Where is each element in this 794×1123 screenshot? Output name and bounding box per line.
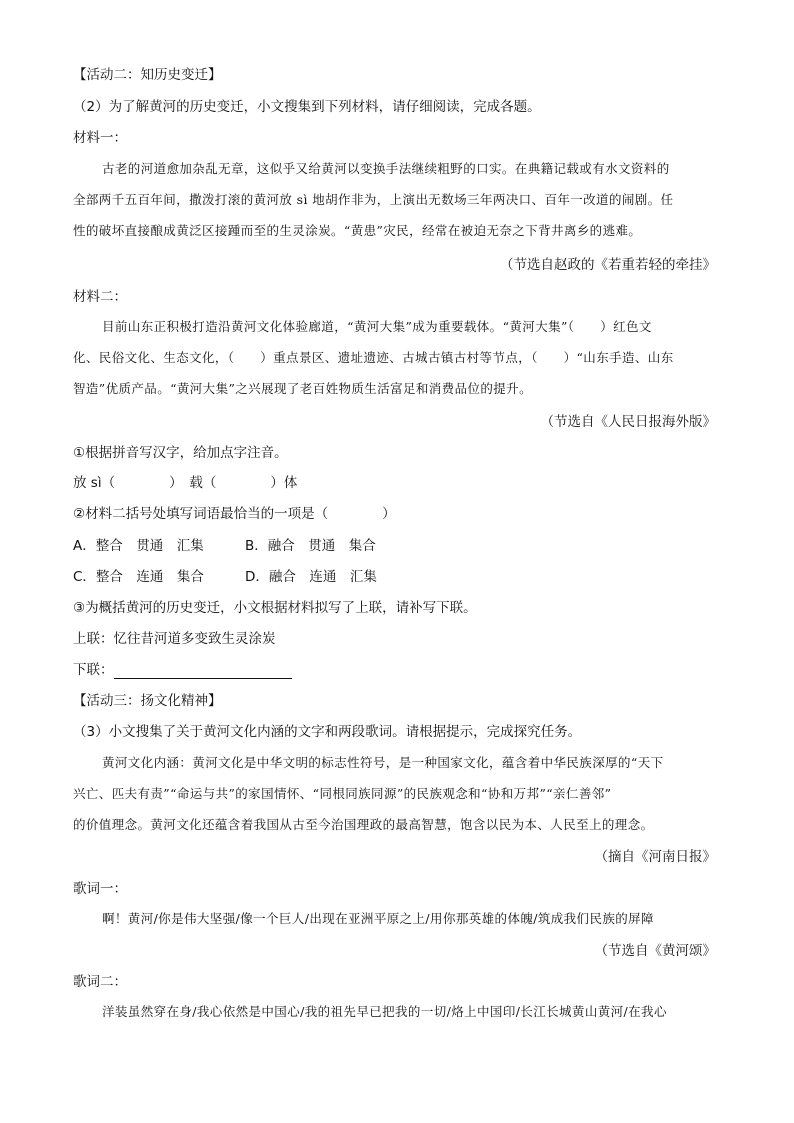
material1-line: 性的破坏直接酿成黄泛区接踵而至的生灵涂炭。“黄患”灾民，经常在被迫无奈之下背井离乡的逃难。 bbox=[73, 223, 642, 238]
lyric2-label: 歌词二： bbox=[73, 974, 127, 990]
couplet-upper: 上联：忆往昔河道多变致生灵涂炭 bbox=[73, 631, 276, 647]
task-1-blanks: 放 sì（ ） 载（ ）体 bbox=[73, 475, 298, 491]
material2-line: 化、民俗文化、生态文化，（ ）重点景区、遗址遗迹、古城古镇古村等节点，（ ）“山东手造、山东 bbox=[73, 350, 674, 365]
culture-source: （摘自《河南日报》 bbox=[594, 849, 716, 865]
material1-source: （节选自赵政的《若重若轻的牵挂》 bbox=[500, 257, 716, 273]
material1-line: 全部两千五百年间，撒泼打滚的黄河放 sì 地胡作非为，上演出无数场三年两决口、百年一改道的闹剧。任 bbox=[73, 192, 674, 207]
lyric1-source: （节选自《黄河颂》 bbox=[594, 943, 716, 959]
activity3-heading: 【活动三：扬文化精神】 bbox=[73, 693, 222, 709]
material2-line: 智造”优质产品。“黄河大集”之兴展现了老百姓物质生活富足和消费品位的提升。 bbox=[73, 381, 532, 396]
culture-line: 黄河文化内涵：黄河文化是中华文明的标志性符号，是一种国家文化，蕴含着中华民族深厚的“天下 bbox=[102, 755, 664, 770]
material1-label: 材料一： bbox=[73, 130, 127, 146]
culture-line: 的价值理念。黄河文化还蕴含着我国从古至今治国理政的最高智慧，饱含以民为本、人民至上的理念。 bbox=[73, 817, 654, 832]
material2-label: 材料二： bbox=[73, 289, 127, 305]
couplet-lower-row bbox=[73, 661, 292, 679]
option-c: C．整合 连通 集合 bbox=[73, 569, 204, 585]
option-b: B．融合 贯通 集合 bbox=[245, 538, 376, 554]
lyric2-text: 洋装虽然穿在身/我心依然是中国心/我的祖先早已把我的一切/烙上中国印/长江长城黄山黄河/在我心 bbox=[102, 1004, 667, 1019]
task-2: ②材料二括号处填写词语最恰当的一项是（ ） bbox=[73, 506, 396, 522]
material2-source: （节选自《人民日报海外版》 bbox=[540, 414, 716, 430]
material1-line: 古老的河道愈加杂乱无章，这似乎又给黄河以变换手法继续粗野的口实。在典籍记载或有水文资料的 bbox=[102, 161, 670, 176]
task-3: ③为概括黄河的历史变迁，小文根据材料拟写了上联，请补写下联。 bbox=[73, 600, 477, 616]
lyric1-label: 歌词一： bbox=[73, 881, 127, 897]
couplet-lower-label: 下联： bbox=[73, 662, 114, 678]
task-1: ①根据拼音写汉字，给加点字注音。 bbox=[73, 445, 288, 461]
culture-line: 兴亡、匹夫有责”“命运与共”的家国情怀、“同根同族同源”的民族观念和“协和万邦”“亲仁善邻” bbox=[73, 786, 612, 801]
answer-blank-line[interactable] bbox=[114, 664, 292, 679]
question-3: （3）小文搜集了关于黄河文化内涵的文字和两段歌词。请根据提示，完成探究任务。 bbox=[73, 724, 582, 740]
lyric1-text: 啊！黄河/你是伟大坚强/像一个巨人/出现在亚洲平原之上/用你那英雄的体魄/筑成我们民族的屏障 bbox=[102, 911, 654, 926]
option-a: A．整合 贯通 汇集 bbox=[73, 538, 204, 554]
material2-line: 目前山东正积极打造沿黄河文化体验廊道，“黄河大集”成为重要载体。“黄河大集”（ ）红色文 bbox=[102, 319, 652, 334]
activity2-heading: 【活动二：知历史变迁】 bbox=[73, 67, 222, 83]
question-2: （2）为了解黄河的历史变迁，小文搜集到下列材料，请仔细阅读，完成各题。 bbox=[73, 99, 541, 115]
option-d: D．融合 连通 汇集 bbox=[245, 569, 377, 585]
